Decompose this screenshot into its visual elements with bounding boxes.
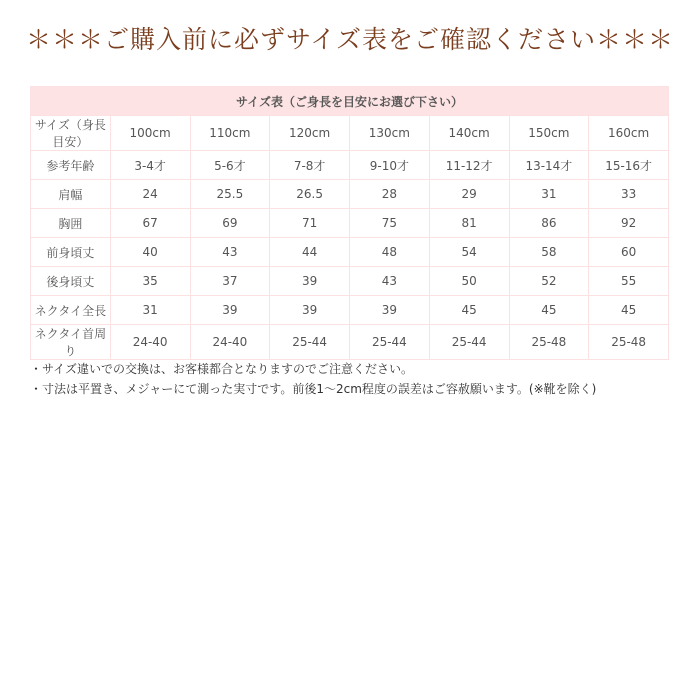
table-cell: 35 — [110, 267, 190, 296]
table-cell: 33 — [589, 180, 669, 209]
table-cell: 24-40 — [110, 325, 190, 360]
table-cell: 15-16才 — [589, 151, 669, 180]
row-label: 後身頃丈 — [31, 267, 111, 296]
table-cell: 81 — [429, 209, 509, 238]
table-cell: 9-10才 — [350, 151, 430, 180]
row-label: 肩幅 — [31, 180, 111, 209]
table-cell: 31 — [509, 180, 589, 209]
table-cell: 25.5 — [190, 180, 270, 209]
table-cell: 39 — [270, 267, 350, 296]
table-cell: 45 — [589, 296, 669, 325]
table-cell: 55 — [589, 267, 669, 296]
table-cell: 110cm — [190, 116, 270, 151]
table-cell: 48 — [350, 238, 430, 267]
note-exchange: ・サイズ違いでの交換は、お客様都合となりますのでご注意ください。 — [30, 362, 414, 376]
table-cell: 67 — [110, 209, 190, 238]
table-cell: 58 — [509, 238, 589, 267]
table-cell: 28 — [350, 180, 430, 209]
table-cell: 71 — [270, 209, 350, 238]
table-cell: 92 — [589, 209, 669, 238]
table-cell: 54 — [429, 238, 509, 267]
table-row — [31, 209, 669, 238]
row-label: 前身頃丈 — [31, 238, 111, 267]
table-cell: 45 — [429, 296, 509, 325]
row-label: ネクタイ首周り — [31, 325, 111, 360]
table-cell: 43 — [190, 238, 270, 267]
table-cell: 39 — [270, 296, 350, 325]
table-cell: 140cm — [429, 116, 509, 151]
table-cell: 86 — [509, 209, 589, 238]
table-cell: 31 — [110, 296, 190, 325]
notes — [30, 359, 596, 399]
table-cell: 130cm — [350, 116, 430, 151]
row-label: 胸囲 — [31, 209, 111, 238]
table-cell: 37 — [190, 267, 270, 296]
table-cell: 69 — [190, 209, 270, 238]
row-label: サイズ（身長目安） — [31, 116, 111, 151]
table-cell: 24-40 — [190, 325, 270, 360]
table-row — [31, 116, 669, 151]
table-cell: 25-48 — [589, 325, 669, 360]
table-cell: 13-14才 — [509, 151, 589, 180]
table-cell: 39 — [350, 296, 430, 325]
table-row — [31, 325, 669, 360]
table-cell: 25-44 — [350, 325, 430, 360]
table-row — [31, 238, 669, 267]
note-measurement: ・寸法は平置き、メジャーにて測った実寸です。前後1～2cm程度の誤差はご容赦願います。(※靴を除く) — [30, 382, 597, 396]
table-cell: 25-44 — [270, 325, 350, 360]
table-cell: 45 — [509, 296, 589, 325]
table-cell: 150cm — [509, 116, 589, 151]
table-cell: 60 — [589, 238, 669, 267]
row-label: 参考年齢 — [31, 151, 111, 180]
table-row — [31, 180, 669, 209]
table-cell: 11-12才 — [429, 151, 509, 180]
size-table-caption: サイズ表（ご身長を目安にお選び下さい） — [31, 87, 669, 116]
table-cell: 120cm — [270, 116, 350, 151]
size-table — [30, 86, 669, 360]
table-cell: 75 — [350, 209, 430, 238]
table-cell: 29 — [429, 180, 509, 209]
table-cell: 7-8才 — [270, 151, 350, 180]
table-cell: 52 — [509, 267, 589, 296]
table-cell: 43 — [350, 267, 430, 296]
table-cell: 160cm — [589, 116, 669, 151]
table-cell: 25-48 — [509, 325, 589, 360]
table-cell: 3-4才 — [110, 151, 190, 180]
table-row — [31, 151, 669, 180]
table-cell: 40 — [110, 238, 190, 267]
table-cell: 44 — [270, 238, 350, 267]
table-cell: 39 — [190, 296, 270, 325]
table-cell: 100cm — [110, 116, 190, 151]
table-cell: 5-6才 — [190, 151, 270, 180]
page-title: ＊＊＊ご購入前に必ずサイズ表をご確認ください＊＊＊ — [25, 25, 674, 54]
table-row — [31, 267, 669, 296]
row-label: ネクタイ全長 — [31, 296, 111, 325]
table-row — [31, 296, 669, 325]
table-cell: 50 — [429, 267, 509, 296]
table-cell: 24 — [110, 180, 190, 209]
table-cell: 26.5 — [270, 180, 350, 209]
table-cell: 25-44 — [429, 325, 509, 360]
